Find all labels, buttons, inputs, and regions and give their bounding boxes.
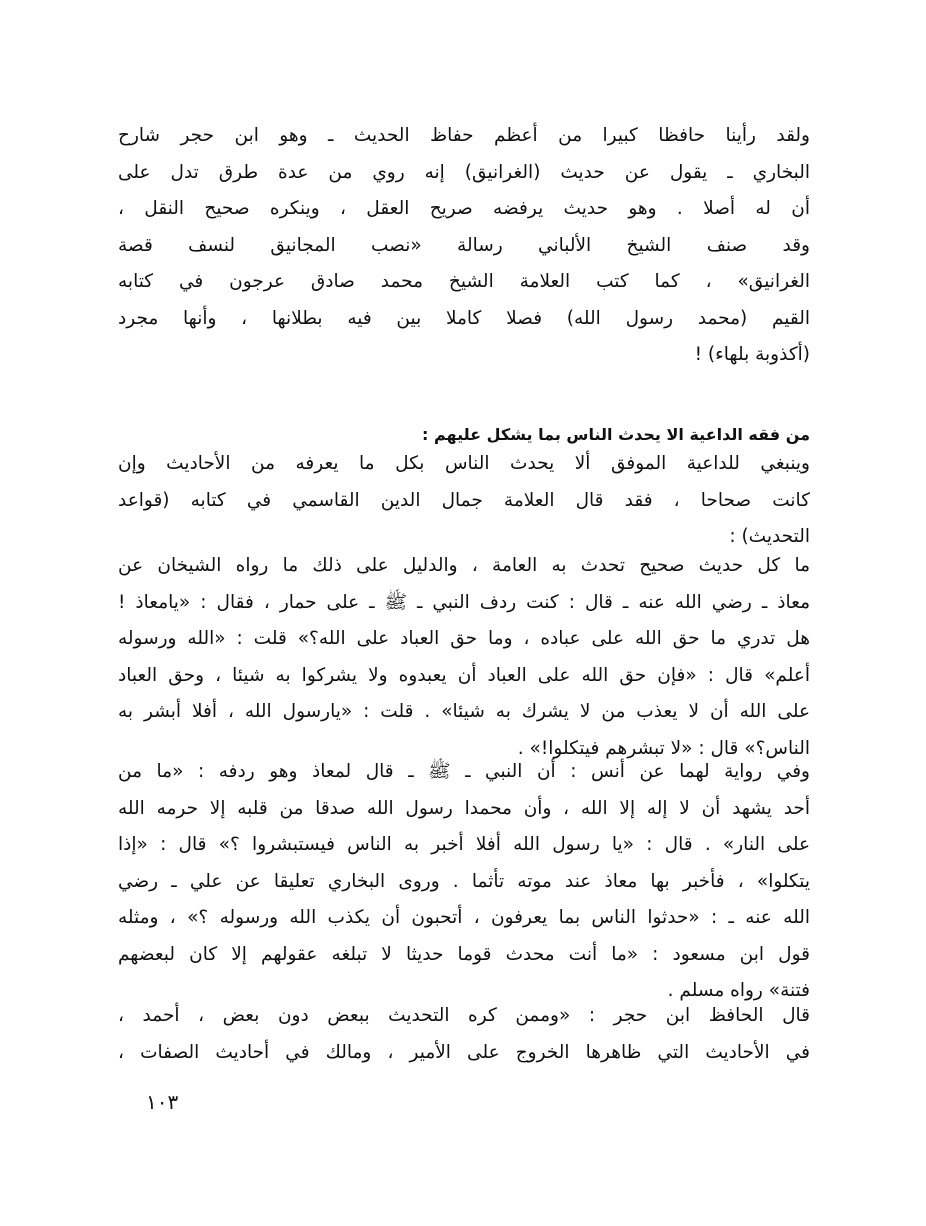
text-line: البخاري ـ يقول عن حديث (الغرانيق) إنه روي من عدة طرق تدل على (118, 161, 810, 183)
text-line: ولقد رأينا حافظا كبيرا من أعظم حفاظ الحديث ـ وهو ابن حجر شارح (118, 125, 810, 146)
paragraph-anas-narration (118, 754, 810, 1010)
text-line: في الأحاديث التي ظاهرها الخروج على الأمير ، ومالك في أحاديث الصفات ، (118, 1041, 810, 1063)
text-line: وقد صنف الشيخ الألباني رسالة «نصب المجانيق لنسف قصة (118, 234, 810, 256)
text-line: الغرانيق» ، كما كتب العلامة الشيخ محمد صادق عرجون في كتابه (118, 271, 810, 292)
text-line: الناس؟» قال : «لا تبشرهم فيتكلوا!» . (517, 737, 810, 759)
paragraph-muadh-hadith (118, 548, 810, 767)
paragraph-ibn-hajar (118, 998, 810, 1071)
text-line: يتكلوا» ، فأخبر بها معاذ عند موته تأثما . وروى البخاري تعليقا عن علي ـ رضي (118, 870, 810, 892)
text-line: التحديث) : (729, 526, 810, 547)
text-line: قول ابن مسعود : «ما أنت محدث قوما حديثا لا تبلغه عقولهم إلا كان لبعضهم (118, 943, 810, 965)
text-line: على النار» . قال : «يا رسول الله أفلا أخبر به الناس فيستبشروا ؟» قال : «إذا (118, 834, 810, 855)
text-line: قال الحافظ ابن حجر : «وممن كره التحديث ببعض دون بعض ، أحمد ، (118, 1005, 810, 1026)
text-line: كانت صحاحا ، فقد قال العلامة جمال الدين القاسمي في كتابه (قواعد (118, 489, 810, 511)
page-number: ١٠٣ (146, 1090, 179, 1114)
text-line: أعلم» قال : «فإن حق الله على العباد أن يعبدوه ولا يشركوا به شيئا ، وحق العباد (118, 664, 810, 686)
text-line: على الله أن لا يعذب من لا يشرك به شيئا» . قلت : «يارسول الله ، أفلا أبشر به (118, 701, 810, 722)
text-line: أن له أصلا . وهو حديث يرفضه صريح العقل ، وينكره صحيح النقل ، (118, 198, 810, 219)
text-line: الله عنه ـ : «حدثوا الناس بما يعرفون ، أتحبون أن يكذب الله ورسوله ؟» ، ومثله (118, 907, 810, 928)
text-line: وفي رواية لهما عن أنس : أن النبي ـ ﷺ ـ قال لمعاذ وهو ردفه : «ما من (118, 761, 810, 782)
text-line: القيم (محمد رسول الله) فصلا كاملا بين فيه بطلانها ، وأنها مجرد (118, 307, 810, 329)
paragraph-intro (118, 446, 810, 556)
text-line: هل تدري ما حق الله على عباده ، وما حق العباد على الله؟» قلت : «الله ورسوله (118, 628, 810, 649)
text-line: ما كل حديث صحيح تحدث به العامة ، والدليل على ذلك ما رواه الشيخان عن (118, 555, 810, 576)
text-line: معاذ ـ رضي الله عنه ـ قال : كنت ردف النبي ـ ﷺ ـ على حمار ، فقال : «يامعاذ ! (118, 591, 810, 613)
paragraph-fawaniq (118, 118, 810, 374)
text-line: وينبغي للداعية الموفق ألا يحدث الناس بكل ما يعرفه من الأحاديث وإن (118, 453, 810, 474)
section-heading: من فقه الداعية الا يحدث الناس بما يشكل عليهم : (422, 425, 810, 444)
text-line: فتنة» رواه مسلم . (667, 980, 810, 1001)
text-line: (أكذوبة بلهاء) ! (694, 344, 810, 365)
text-line: أحد يشهد أن لا إله إلا الله ، وأن محمدا رسول الله صدقا من قلبه إلا حرمه الله (118, 797, 810, 819)
